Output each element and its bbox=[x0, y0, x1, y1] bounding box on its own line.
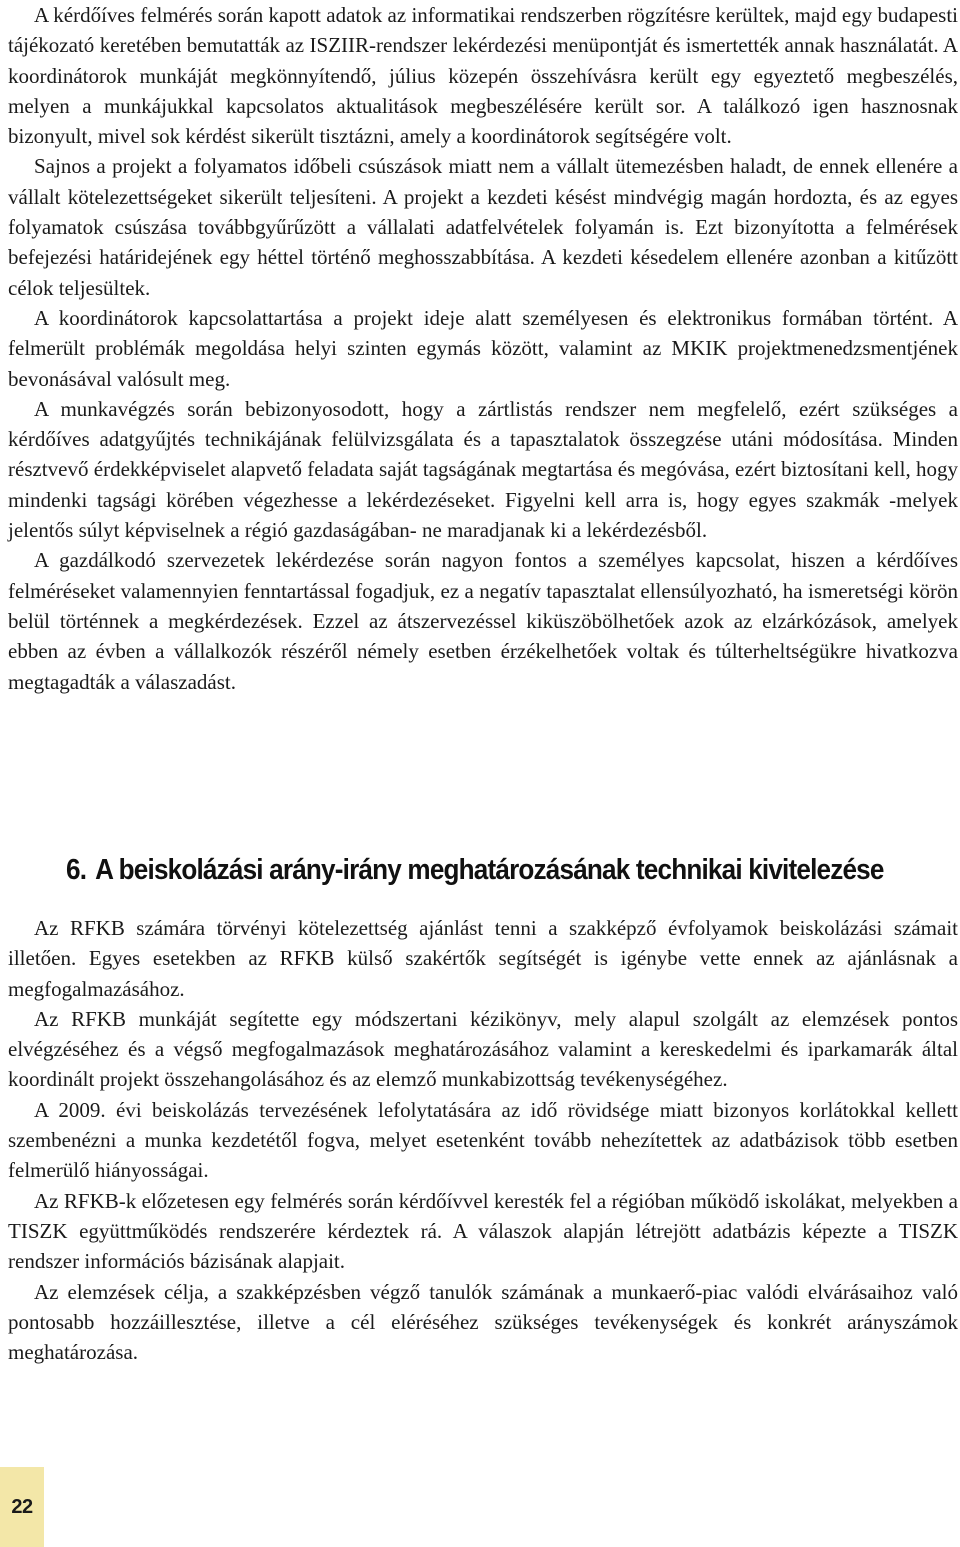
paragraph-personal-contact: A gazdálkodó szervezetek lekérdezése során nagyon fontos a személyes kapcsolat, hiszen a kérdőíves felméréseket valamennyien fenntartással fogadjuk, ez a negatív tapasztalat ellensúlyozható, ha ismeretségi körön belül történnek a megkérdezések. Ezzel az átszervezéssel kiküszöbölhetőek azok az elzárkózások, amelyek ebben az évben a vállalkozók részéről némely esetben érzékelhetőek voltak és túlterheltségükre hivatkozva megtagadták a válaszadást. bbox=[8, 548, 958, 694]
page-number: 22 bbox=[11, 1495, 33, 1518]
section-heading bbox=[66, 854, 884, 887]
intro-text-block bbox=[8, 0, 958, 697]
page-number-tab bbox=[0, 1467, 44, 1547]
paragraph-methodology-handbook: Az RFKB munkáját segítette egy módszertani kézikönyv, mely alapul szolgált az elemzések pontos elvégzéséhez és a végső megfogalmazások meghatározásához valamint a kereskedelmi és iparkamarák által koordinált projekt összehangolásához és az elemző munkabizottság tevékenységéhez. bbox=[8, 1006, 958, 1092]
paragraph-2009-planning: A 2009. évi beiskolázás tervezésének lefolytatására az idő rövidsége miatt bizonyos korlátokkal kellett szembenézni a munka kezdetétől fogva, melyet esetenként tovább nehezítettek az adatbázisok több esetben felmerülő hiányosságai. bbox=[8, 1097, 958, 1183]
paragraph-rfkb-obligation: Az RFKB számára törvényi kötelezettség ajánlást tenni a szakképző évfolyamok beiskolázási számait illetően. Egyes esetekben az RFKB külső szakértők segítségét is igénybe vette ennek az ajánlásnak a megfogalmazásához. bbox=[8, 916, 958, 1001]
paragraph-coordinator-contact: A koordinátorok kapcsolattartása a projekt ideje alatt személyesen és elektronikus formában történt. A felmerült problémák megoldása helyi szinten egymás között, valamint az MKIK projektmenedzsmentjének bevonásával valósult meg. bbox=[8, 305, 958, 391]
paragraph-survey-data: A kérdőíves felmérés során kapott adatok az informatikai rendszerben rögzítésre kerültek, majd egy budapesti tájékozató keretében bemutatták az ISZIIR-rendszer lekérdezési menüpontját és ismertették annak használatát. A koordinátorok munkáját megkönnyítendő, július közepén összehívásra került egy egyeztető megbeszélés, melyen a munkájukkal kapcsolatos aktualitások megbeszélésére került sor. A találkozó igen hasznosnak bizonyult, mivel sok kérdést sikerült tisztázni, amely a koordinátorok segítségére volt. bbox=[8, 3, 958, 149]
section-title: A beiskolázási arány-irány meghatározásának technikai kivitelezése bbox=[95, 854, 884, 886]
section-number: 6. bbox=[66, 854, 87, 886]
paragraph-closed-list-system: A munkavégzés során bebizonyosodott, hogy a zártlistás rendszer nem megfelelő, ezért szükséges a kérdőíves adatgyűjtés technikájának felülvizsgálata és a tapasztalatok összegzése utáni módosítása. Minden résztvevő érdekképviselet alapvető feladata saját tagságának megtartása és megóvása, ezért biztosítani kell, hogy mindenki tagsági körében végezhesse a lekérdezéseket. Figyelni kell arra is, hogy egyes szakmák -melyek jelentős súlyt képviselnek a régió gazdaságában- ne maradjanak ki a lekérdezésből. bbox=[8, 396, 958, 543]
paragraph-project-delays: Sajnos a projekt a folyamatos időbeli csúszások miatt nem a vállalt ütemezésben haladt, de ennek ellenére a vállalt kötelezettségeket sikerült teljesíteni. A projekt a kezdeti késést mindvégig magán hordozta, és az egyes folyamatok csúszása továbbgyűrűzött a vállalati adatfelvételek folyamán is. Ezt bizonyította a felmérések befejezési határidejének egy héttel történő meghosszabbítása. A kezdeti késedelem ellenére azonban a kitűzött célok teljesültek. bbox=[8, 154, 958, 300]
paragraph-analysis-goal: Az elemzések célja, a szakképzésben végző tanulók számának a munkaerő-piac valódi elvárásaihoz való pontosabb hozzáillesztése, illetve a cél eléréséhez szükséges tevékenységek és konkrét arányszámok meghatározása. bbox=[8, 1279, 958, 1365]
section-text-block bbox=[8, 913, 958, 1367]
paragraph-tiszk-survey: Az RFKB-k előzetesen egy felmérés során kérdőívvel keresték fel a régióban működő iskolákat, melyekben a TISZK együttműködés rendszerére kérdeztek rá. A válaszok alapján létrejött adatbázis képezte a TISZK rendszer információs bázisának alapjait. bbox=[8, 1188, 958, 1274]
